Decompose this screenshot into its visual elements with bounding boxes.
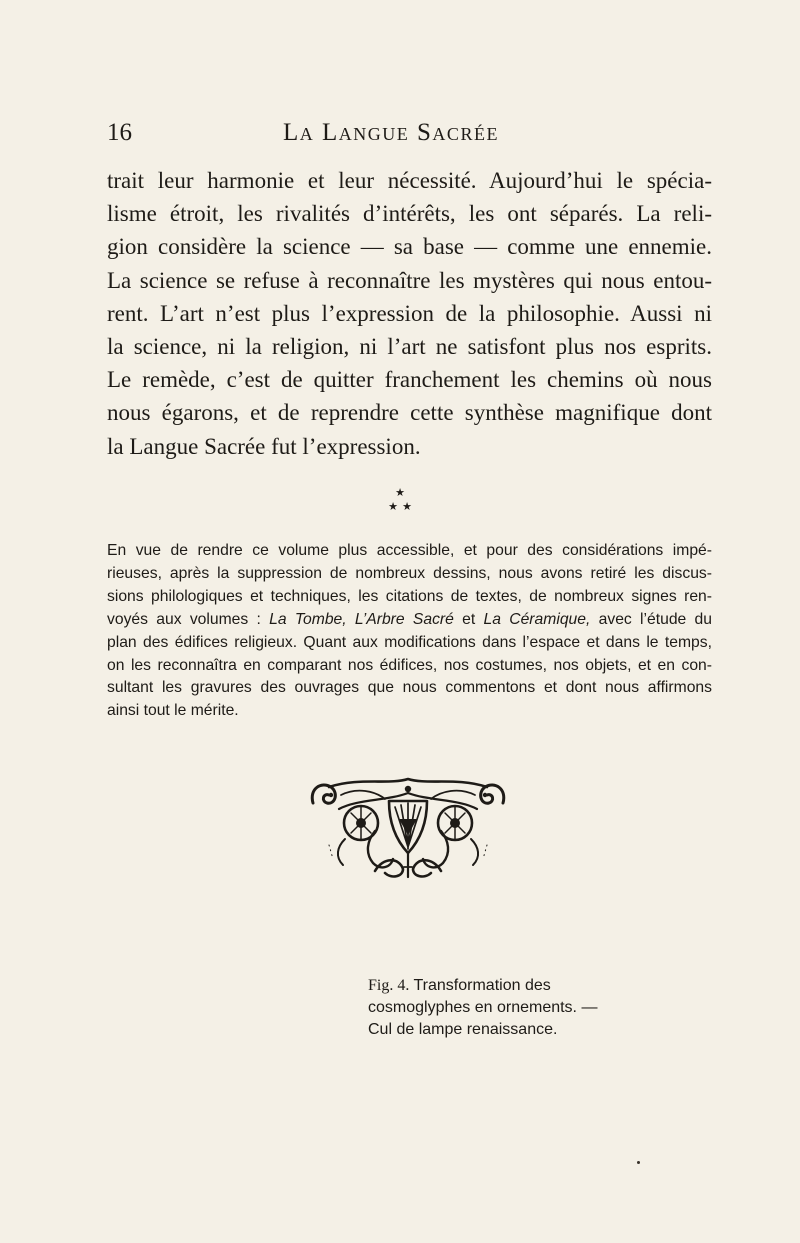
caption-line: cosmoglyphes en ornements. — — [368, 999, 598, 1016]
body-line: nous égarons, et de reprendre cette synthèse magnifique dont — [107, 400, 712, 426]
figure-label: Fig. 4. — [368, 977, 410, 994]
paper-speck — [637, 1161, 640, 1164]
svg-text:★: ★ — [402, 500, 412, 513]
body-line: la science, ni la religion, ni l’art ne satisfont plus nos esprits. — [107, 334, 712, 360]
note-text: avec l’étude du — [590, 610, 713, 628]
body-line: La science se refuse à reconnaître les mystères qui nous entou- — [107, 267, 712, 293]
note-line-last: ainsi tout le mérite. — [107, 702, 239, 720]
main-paragraph — [107, 164, 712, 463]
caption-text: Transformation des — [409, 977, 551, 994]
ornament-icon — [305, 773, 511, 879]
note-line: plan des édifices religieux. Quant aux modifications dans l’espace et dans le temps, — [107, 633, 712, 651]
asterism-icon — [380, 487, 420, 515]
note-line: sions philologiques et techniques, les citations de textes, de nombreux signes ren- — [107, 587, 712, 605]
svg-text:★: ★ — [395, 487, 405, 499]
editorial-note — [107, 540, 712, 723]
figure-caption — [368, 975, 598, 1041]
volume-title: La Tombe, L’Arbre Sacré — [269, 610, 454, 628]
note-text: voyés aux volumes : — [107, 610, 270, 628]
running-title: La Langue Sacrée — [283, 119, 499, 146]
body-line: gion considère la science — sa base — comme une ennemie. — [107, 234, 712, 260]
body-line: lisme étroit, les rivalités d’intérêts, les ont séparés. La reli- — [107, 201, 712, 227]
note-text: et — [453, 610, 484, 628]
page-number: 16 — [107, 119, 132, 146]
caption-line: Cul de lampe renaissance. — [368, 1021, 558, 1038]
body-line: Le remède, c’est de quitter franchement les chemins où nous — [107, 367, 712, 393]
svg-text:★: ★ — [388, 500, 398, 513]
body-line-last: la Langue Sacrée fut l’expression. — [107, 433, 421, 459]
note-line: En vue de rendre ce volume plus accessible, et pour des considérations impé- — [107, 542, 712, 559]
note-line: rieuses, après la suppression de nombreux dessins, nous avons retiré les discus- — [107, 564, 712, 582]
volume-title: La Céramique, — [483, 610, 591, 628]
note-line-with-titles — [107, 609, 712, 632]
body-line: rent. L’art n’est plus l’expression de la philosophie. Aussi ni — [107, 300, 712, 326]
caption-line — [368, 975, 551, 997]
body-line: trait leur harmonie et leur nécessité. Aujourd’hui le spécia- — [107, 168, 712, 193]
note-line: sultant les gravures des ouvrages que nous commentons et dont nous affirmons — [107, 679, 712, 697]
note-line: on les reconnaîtra en comparant nos édifices, nos costumes, nos objets, et en con- — [107, 656, 712, 674]
